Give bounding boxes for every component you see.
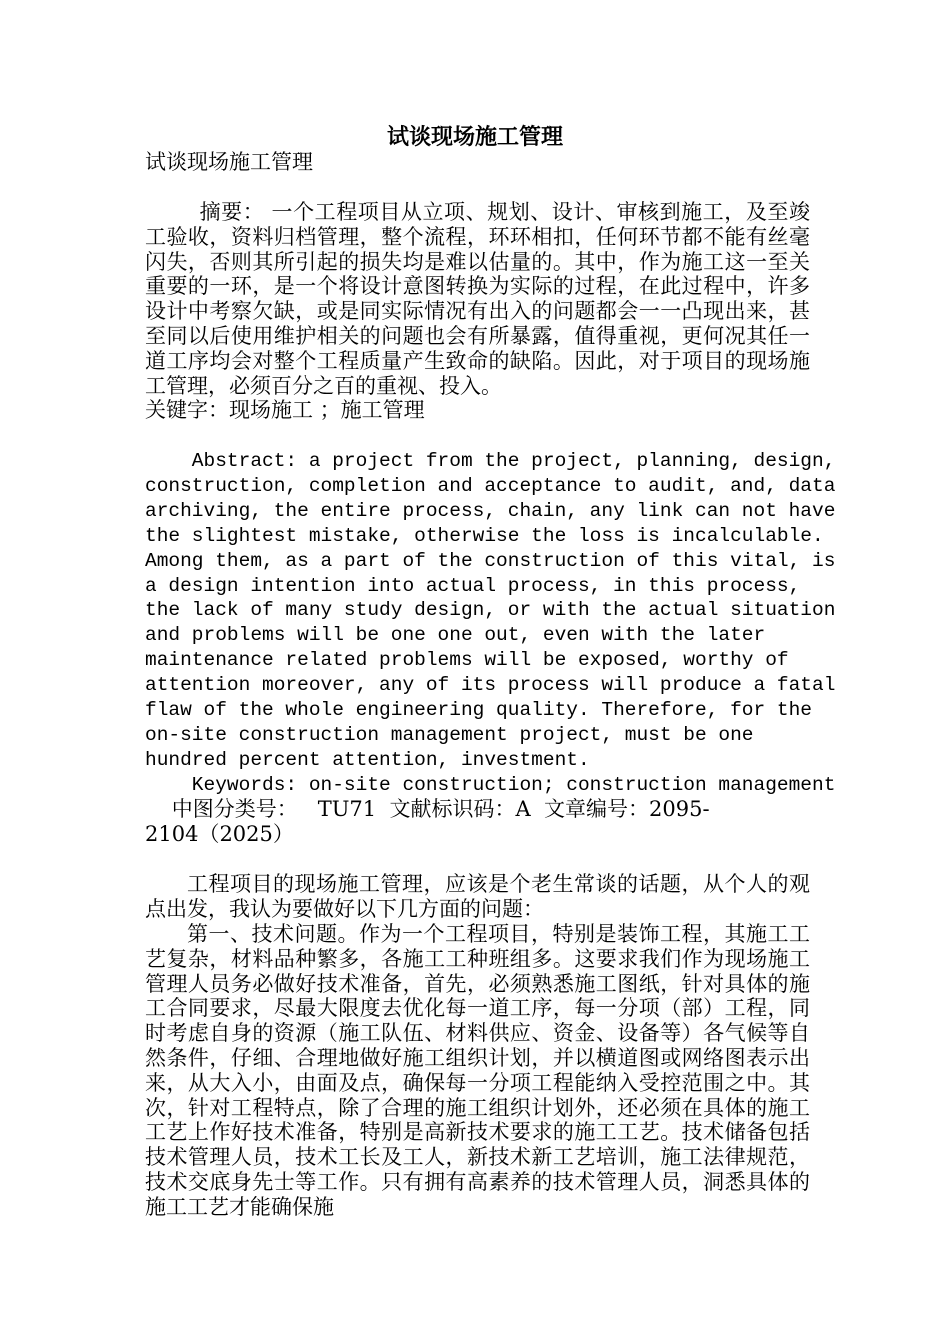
chinese-keywords: 关键字：现场施工 ；施工管理 <box>145 398 425 422</box>
english-abstract: Abstract: a project from the project, planning, design, construction, completion and acceptance to audit, and, data archiving, the entire process, chain, any link can not have the slightest mistake, otherwise the loss is incalculable. Among them, as a part of the construction of this vital, is a design intention into actual process, in this process, the lack of many study design, or with the actual situation and problems will be one one out, even with the later maintenance related problems will be exposed, worthy of attention moreover, any of its process will produce a fatal flaw of the whole engineering quality. Therefore, for the on-site construction management project, must be one hundred percent attention, investment. Keywords: on-site construction; construction management <box>145 450 836 796</box>
document-subtitle: 试谈现场施工管理 <box>145 150 313 174</box>
classification-info: 中图分类号： TU71 文献标识码：A 文章编号：2095- 2104（2025） <box>145 797 710 846</box>
body-paragraph-technical: 第一、技术问题。作为一个工程项目，特别是装饰工程，其施工工艺复杂，材料品种繁多，各施工工种班组多。这要求我们作为现场施工管理人员务必做好技术准备，首先，必须熟悉施工图纸，针对具体的施工合同要求，尽最大限度去优化每一道工序，每一分项（部）工程，同时考虑自身的资源（施工队伍、材料供应、资金、设备等）各气候等自然条件，仔细、合理地做好施工组织计划，并以横道图或网络图表示出来，从大入小，由面及点，确保每一分项工程能纳入受控范围之中。其次，针对工程特点，除了合理的施工组织计划外，还必须在具体的施工工艺上作好技术准备，特别是高新技术要求的施工工艺。技术储备包括技术管理人员，技术工长及工人，新技术新工艺培训，施工法律规范，技术交底身先士等工作。只有拥有高素养的技术管理人员，洞悉具体的施工工艺才能确保施 <box>145 922 810 1219</box>
chinese-summary: 摘要： 一个工程项目从立项、规划、设计、审核到施工，及至竣工验收，资料归档管理，整个流程，环环相扣，任何环节都不能有丝毫闪失，否则其所引起的损失均是难以估量的。其中，作为施工这一至关重要的一环，是一个将设计意图转换为实际的过程，在此过程中，许多设计中考察欠缺，或是同实际情况有出入的问题都会一一凸现出来，甚至同以后使用维护相关的问题也会有所暴露，值得重视，更何况其任一道工序均会对整个工程质量产生致命的缺陷。因此，对于项目的现场施工管理，必须百分之百的重视、投入。 <box>145 200 810 398</box>
document-title: 试谈现场施工管理 <box>386 124 563 150</box>
body-paragraph-intro: 工程项目的现场施工管理，应该是个老生常谈的话题，从个人的观点出发，我认为要做好以下几方面的问题： <box>145 872 810 921</box>
